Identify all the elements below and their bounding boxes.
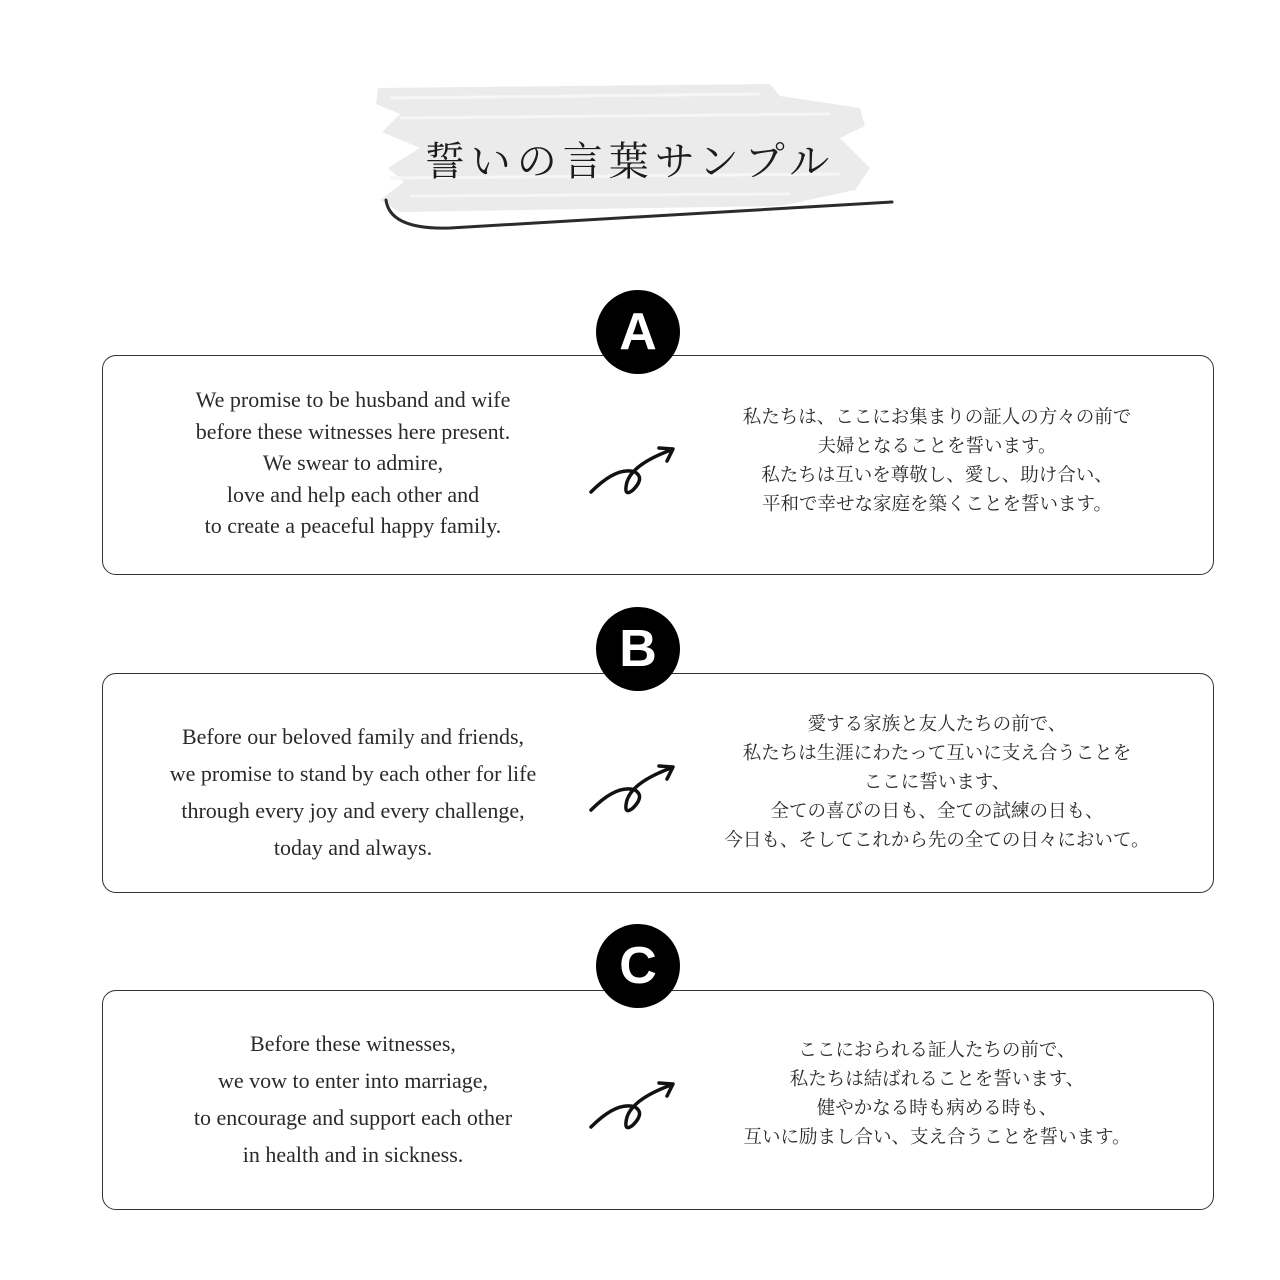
english-line: to create a peaceful happy family. bbox=[204, 513, 502, 538]
curly-arrow-icon bbox=[587, 760, 677, 820]
english-vow-c bbox=[123, 1025, 583, 1173]
japanese-line: 私たちは結ばれることを誓います、 bbox=[789, 1069, 1085, 1090]
english-line: in health and in sickness. bbox=[242, 1142, 464, 1167]
english-line: Before our beloved family and friends, bbox=[181, 724, 525, 749]
badge-a: A bbox=[596, 290, 680, 374]
page-title: 誓いの言葉サンプル bbox=[424, 139, 836, 185]
title-banner bbox=[360, 78, 900, 238]
japanese-line: ここに誓います、 bbox=[863, 772, 1011, 793]
japanese-line: 互いに励まし合い、支え合うことを誓います。 bbox=[743, 1127, 1131, 1148]
english-vow-a bbox=[123, 384, 583, 542]
japanese-line: 私たちは、ここにお集まりの証人の方々の前で bbox=[742, 407, 1132, 428]
english-vow-b bbox=[123, 718, 583, 866]
japanese-line: 私たちは生涯にわたって互いに支え合うことを bbox=[742, 743, 1132, 764]
japanese-line: 愛する家族と友人たちの前で、 bbox=[807, 714, 1067, 735]
japanese-line: 今日も、そしてこれから先の全ての日々において。 bbox=[724, 830, 1150, 851]
curly-arrow-icon bbox=[587, 442, 677, 502]
english-line: We swear to admire, bbox=[262, 450, 444, 475]
english-line: through every joy and every challenge, bbox=[181, 798, 525, 823]
english-line: to encourage and support each other bbox=[193, 1105, 513, 1130]
vow-card-a bbox=[102, 355, 1214, 575]
english-line: we vow to enter into marriage, bbox=[217, 1068, 488, 1093]
badge-c: C bbox=[596, 924, 680, 1008]
japanese-vow-a bbox=[687, 403, 1187, 519]
english-line: We promise to be husband and wife bbox=[195, 387, 511, 412]
english-line: Before these witnesses, bbox=[250, 1031, 456, 1056]
japanese-line: ここにおられる証人たちの前で、 bbox=[798, 1040, 1076, 1061]
english-line: today and always. bbox=[273, 835, 433, 860]
english-line: love and help each other and bbox=[226, 481, 480, 507]
curly-arrow-icon bbox=[587, 1077, 677, 1137]
japanese-line: 健やかなる時も病める時も、 bbox=[816, 1098, 1058, 1119]
japanese-line: 夫婦となることを誓います。 bbox=[817, 436, 1057, 457]
english-line: we promise to stand by each other for life bbox=[169, 761, 537, 786]
japanese-line: 私たちは互いを尊敬し、愛し、助け合い、 bbox=[761, 465, 1113, 486]
badge-b: B bbox=[596, 607, 680, 691]
vow-card-b bbox=[102, 673, 1214, 893]
japanese-vow-c bbox=[687, 1036, 1187, 1152]
english-line: before these witnesses here present. bbox=[195, 418, 511, 444]
japanese-vow-b bbox=[687, 710, 1187, 855]
japanese-line: 平和で幸せな家庭を築くことを誓います。 bbox=[761, 494, 1113, 515]
japanese-line: 全ての喜びの日も、全ての試練の日も、 bbox=[770, 801, 1104, 822]
vow-card-c bbox=[102, 990, 1214, 1210]
